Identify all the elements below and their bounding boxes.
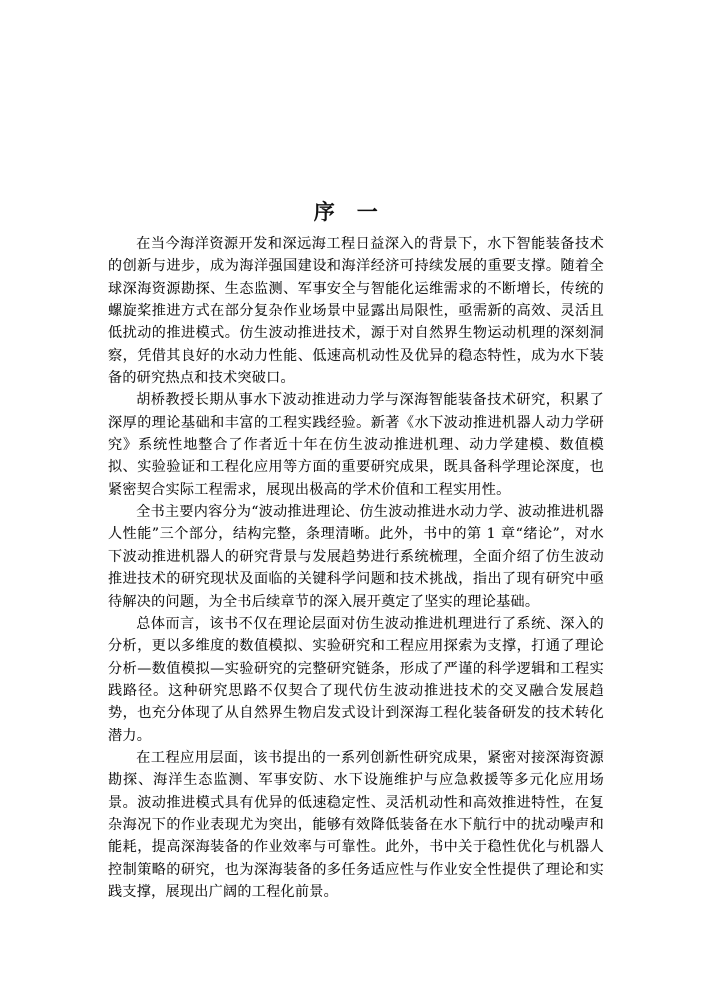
paragraph: 胡桥教授长期从事水下波动推进动力学与深海智能装备技术研究，积累了深厚的理论基础和丰富的工程实践经验。新著《水下波动推进机器人动力学研究》系统性地整合了作者近十年在仿生波动推进机理、动力学建模、数值模拟、实验验证和工程化应用等方面的重要研究成果，既具备科学理论深度，也紧密契合实际工程需求，展现出极高的学术价值和工程实用性。 (108, 392, 604, 498)
paragraph: 在工程应用层面，该书提出的一系列创新性研究成果，紧密对接深海资源勘探、海洋生态监测、军事安防、水下设施维护与应急救援等多元化应用场景。波动推进模式具有优异的低速稳定性、灵活机动性和高效推进特性，在复杂海况下的作业表现尤为突出，能够有效降低装备在水下航行中的扰动噪声和能耗，提高深海装备的作业效率与可靠性。此外，书中关于稳性优化与机器人控制策略的研究，也为深海装备的多任务适应性与作业安全性提供了理论和实践支撑，展现出广阔的工程化前景。 (108, 749, 604, 900)
paragraph: 在当今海洋资源开发和深远海工程日益深入的背景下，水下智能装备技术的创新与进步，成为海洋强国建设和海洋经济可持续发展的重要支撑。随着全球深海资源勘探、生态监测、军事安全与智能化运维需求的不断增长，传统的螺旋桨推进方式在部分复杂作业场景中显露出局限性，亟需新的高效、灵活且低扰动的推进模式。仿生波动推进技术，源于对自然界生物运动机理的深刻洞察，凭借其良好的水动力性能、低速高机动性及优异的稳态特性，成为水下装备的研究热点和技术突破口。 (108, 236, 604, 387)
body-text-block (108, 233, 604, 903)
page-title: 序 一 (313, 200, 379, 225)
paragraph: 全书主要内容分为“波动推进理论、仿生波动推进水动力学、波动推进机器人性能”三个部分，结构完整，条理清晰。此外，书中的第 1 章“绪论”，对水下波动推进机器人的研究背景与发展趋势进行系统梳理，全面介绍了仿生波动推进技术的研究现状及面临的关键科学问题和技术挑战，指出了现有研究中亟待解决的问题，为全书后续章节的深入展开奠定了坚实的理论基础。 (108, 504, 604, 610)
paragraph: 总体而言，该书不仅在理论层面对仿生波动推进机理进行了系统、深入的分析，更以多维度的数值模拟、实验研究和工程应用探索为支撑，打通了理论分析—数值模拟—实验研究的完整研究链条，形成了严谨的科学逻辑和工程实践路径。这种研究思路不仅契合了现代仿生波动推进技术的交叉融合发展趋势，也充分体现了从自然界生物启发式设计到深海工程化装备研发的技术转化潜力。 (108, 615, 604, 744)
